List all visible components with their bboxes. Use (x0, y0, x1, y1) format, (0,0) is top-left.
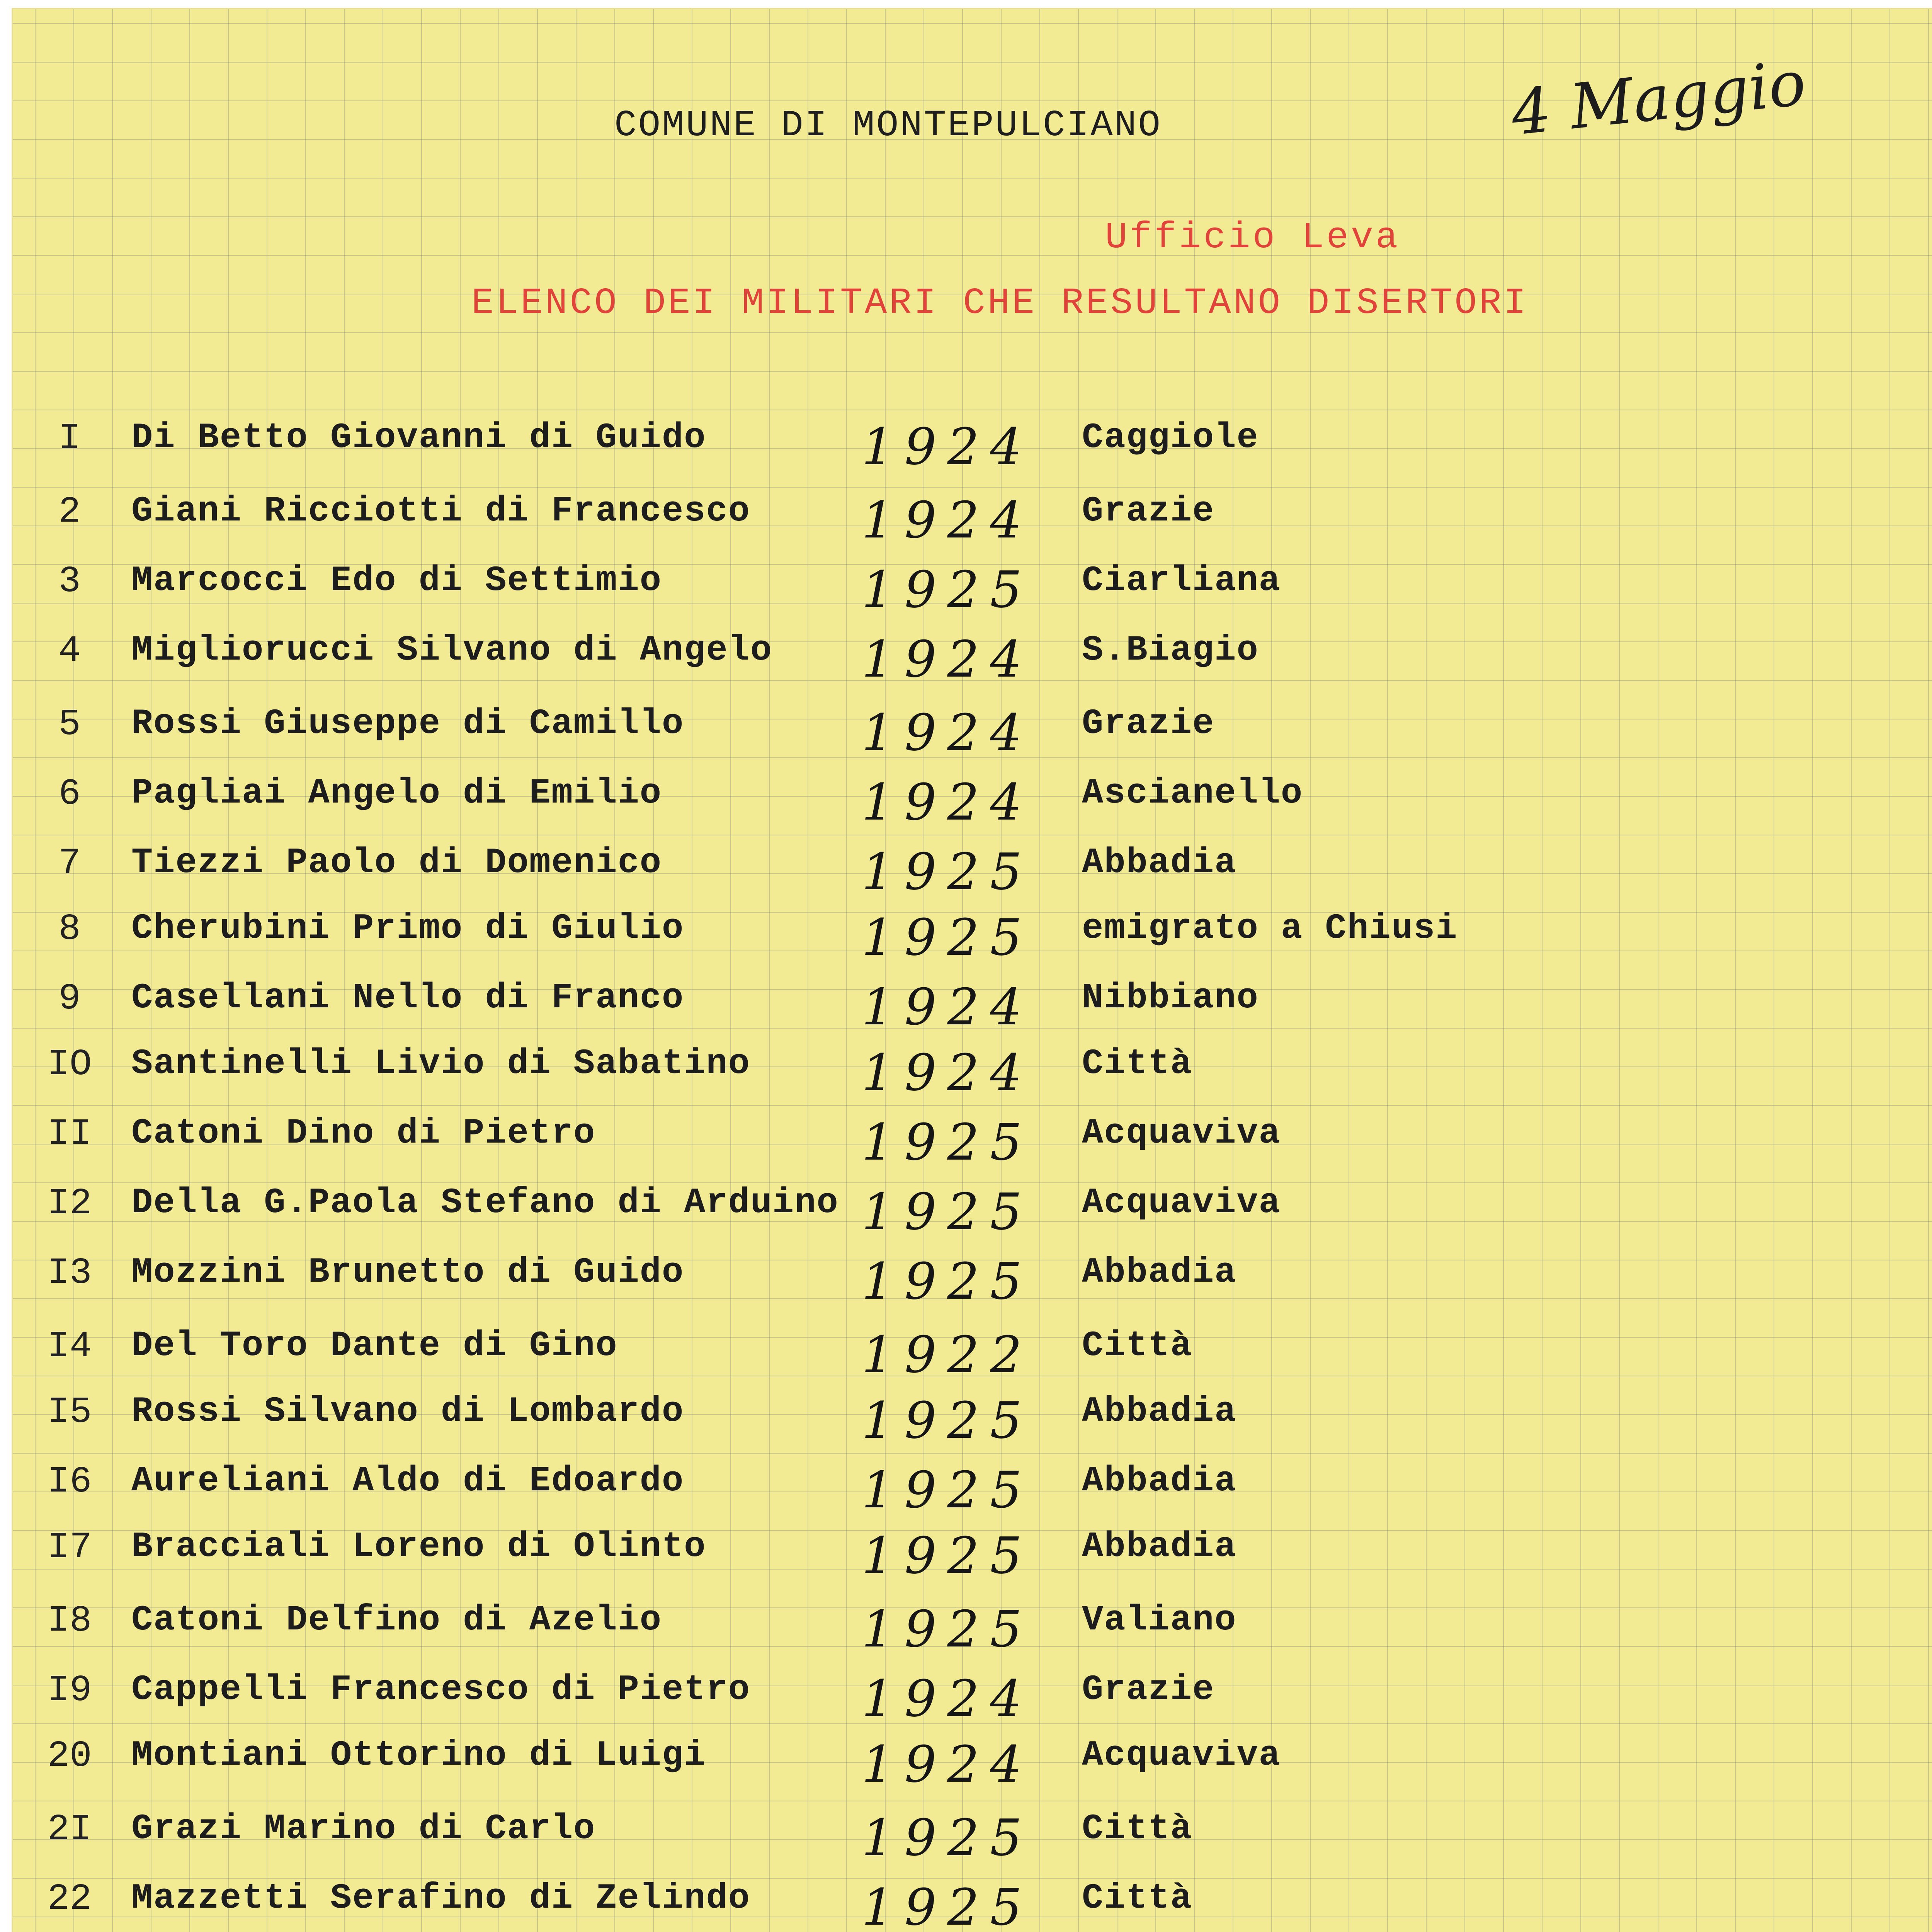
entry-name: Rossi Giuseppe di Camillo (131, 703, 684, 744)
municipality-header: COMUNE DI MONTEPULCIANO (614, 104, 1162, 146)
entry-birth-year: 1924 (862, 491, 1033, 549)
entry-locality: Valiano (1082, 1600, 1237, 1640)
entry-birth-year: 1925 (862, 842, 1033, 901)
entry-locality: Grazie (1082, 491, 1215, 531)
entry-birth-year: 1922 (862, 1325, 1033, 1384)
entry-number: I9 (47, 1669, 92, 1711)
entry-locality: Abbadia (1082, 1252, 1237, 1293)
entry-number: I (58, 417, 81, 459)
entry-name: Marcocci Edo di Settimio (131, 560, 662, 601)
office-subheader: Ufficio Leva (1105, 216, 1400, 259)
entry-birth-year: 1925 (862, 1808, 1033, 1867)
entry-birth-year: 1924 (862, 773, 1033, 832)
entry-birth-year: 1925 (862, 1600, 1033, 1658)
document-sheet (12, 8, 1932, 1932)
entry-locality: Abbadia (1082, 842, 1237, 883)
entry-number: 4 (58, 630, 81, 672)
entry-name: Rossi Silvano di Lombardo (131, 1391, 684, 1432)
entry-name: Del Toro Dante di Gino (131, 1325, 618, 1366)
list-title: ELENCO DEI MILITARI CHE RESULTANO DISERTORI (471, 282, 1529, 324)
entry-birth-year: 1924 (862, 630, 1033, 689)
entry-name: Casellani Nello di Franco (131, 978, 684, 1018)
entry-locality: Abbadia (1082, 1461, 1237, 1501)
entry-birth-year: 1925 (862, 1182, 1033, 1241)
entry-birth-year: 1924 (862, 417, 1033, 476)
entry-locality: Città (1082, 1878, 1193, 1918)
entry-number: I3 (47, 1252, 92, 1294)
entry-locality: Abbadia (1082, 1526, 1237, 1567)
entry-locality: Città (1082, 1325, 1193, 1366)
entry-birth-year: 1925 (862, 1461, 1033, 1519)
entry-locality: Acquaviva (1082, 1735, 1281, 1776)
entry-birth-year: 1925 (862, 1391, 1033, 1450)
entry-number: 5 (58, 703, 81, 745)
entry-number: 6 (58, 773, 81, 815)
entry-locality: emigrato a Chiusi (1082, 908, 1458, 949)
entry-birth-year: 1925 (862, 560, 1033, 619)
entry-birth-year: 1925 (862, 1113, 1033, 1172)
entry-locality: Città (1082, 1043, 1193, 1084)
entry-number: 3 (58, 560, 81, 602)
entry-locality: Ciarliana (1082, 560, 1281, 601)
entry-locality: Città (1082, 1808, 1193, 1849)
entry-birth-year: 1924 (862, 1669, 1033, 1728)
entry-locality: Caggiole (1082, 417, 1259, 458)
entry-name: Catoni Delfino di Azelio (131, 1600, 662, 1640)
entry-number: IO (47, 1043, 92, 1085)
entry-locality: Grazie (1082, 1669, 1215, 1710)
handwritten-date-note: 4 Maggio (1508, 46, 1809, 150)
entry-number: II (47, 1113, 92, 1155)
entry-number: 2I (47, 1808, 92, 1850)
entry-name: Catoni Dino di Pietro (131, 1113, 596, 1153)
entry-name: Pagliai Angelo di Emilio (131, 773, 662, 813)
entry-locality: Ascianello (1082, 773, 1303, 813)
entry-birth-year: 1924 (862, 1043, 1033, 1102)
entry-name: Cappelli Francesco di Pietro (131, 1669, 750, 1710)
entry-name: Santinelli Livio di Sabatino (131, 1043, 750, 1084)
entry-birth-year: 1924 (862, 1735, 1033, 1794)
entry-number: I6 (47, 1461, 92, 1503)
entry-birth-year: 1924 (862, 703, 1033, 762)
entry-name: Di Betto Giovanni di Guido (131, 417, 706, 458)
entry-number: 8 (58, 908, 81, 950)
entry-name: Montiani Ottorino di Luigi (131, 1735, 706, 1776)
entry-name: Giani Ricciotti di Francesco (131, 491, 750, 531)
entry-number: I8 (47, 1600, 92, 1642)
entry-name: Bracciali Loreno di Olinto (131, 1526, 706, 1567)
entry-number: 22 (47, 1878, 92, 1920)
entry-birth-year: 1925 (862, 1526, 1033, 1585)
entry-name: Aureliani Aldo di Edoardo (131, 1461, 684, 1501)
entry-number: 9 (58, 978, 81, 1020)
entry-locality: Abbadia (1082, 1391, 1237, 1432)
entry-number: I7 (47, 1526, 92, 1568)
entry-number: I2 (47, 1182, 92, 1225)
entry-name: Migliorucci Silvano di Angelo (131, 630, 773, 670)
entry-locality: Grazie (1082, 703, 1215, 744)
entry-name: Mazzetti Serafino di Zelindo (131, 1878, 750, 1918)
entry-number: 7 (58, 842, 81, 884)
entry-locality: Acquaviva (1082, 1113, 1281, 1153)
entry-number: 20 (47, 1735, 92, 1777)
entry-birth-year: 1925 (862, 1878, 1033, 1932)
entry-birth-year: 1924 (862, 978, 1033, 1036)
entry-name: Cherubini Primo di Giulio (131, 908, 684, 949)
entry-number: I4 (47, 1325, 92, 1367)
entry-locality: S.Biagio (1082, 630, 1259, 670)
entry-number: 2 (58, 491, 81, 533)
entry-name: Grazi Marino di Carlo (131, 1808, 596, 1849)
entry-locality: Nibbiano (1082, 978, 1259, 1018)
entry-number: I5 (47, 1391, 92, 1433)
entry-name: Tiezzi Paolo di Domenico (131, 842, 662, 883)
entry-birth-year: 1925 (862, 1252, 1033, 1311)
entry-name: Mozzini Brunetto di Guido (131, 1252, 684, 1293)
entry-name: Della G.Paola Stefano di Arduino (131, 1182, 839, 1223)
entry-birth-year: 1925 (862, 908, 1033, 967)
entry-locality: Acquaviva (1082, 1182, 1281, 1223)
